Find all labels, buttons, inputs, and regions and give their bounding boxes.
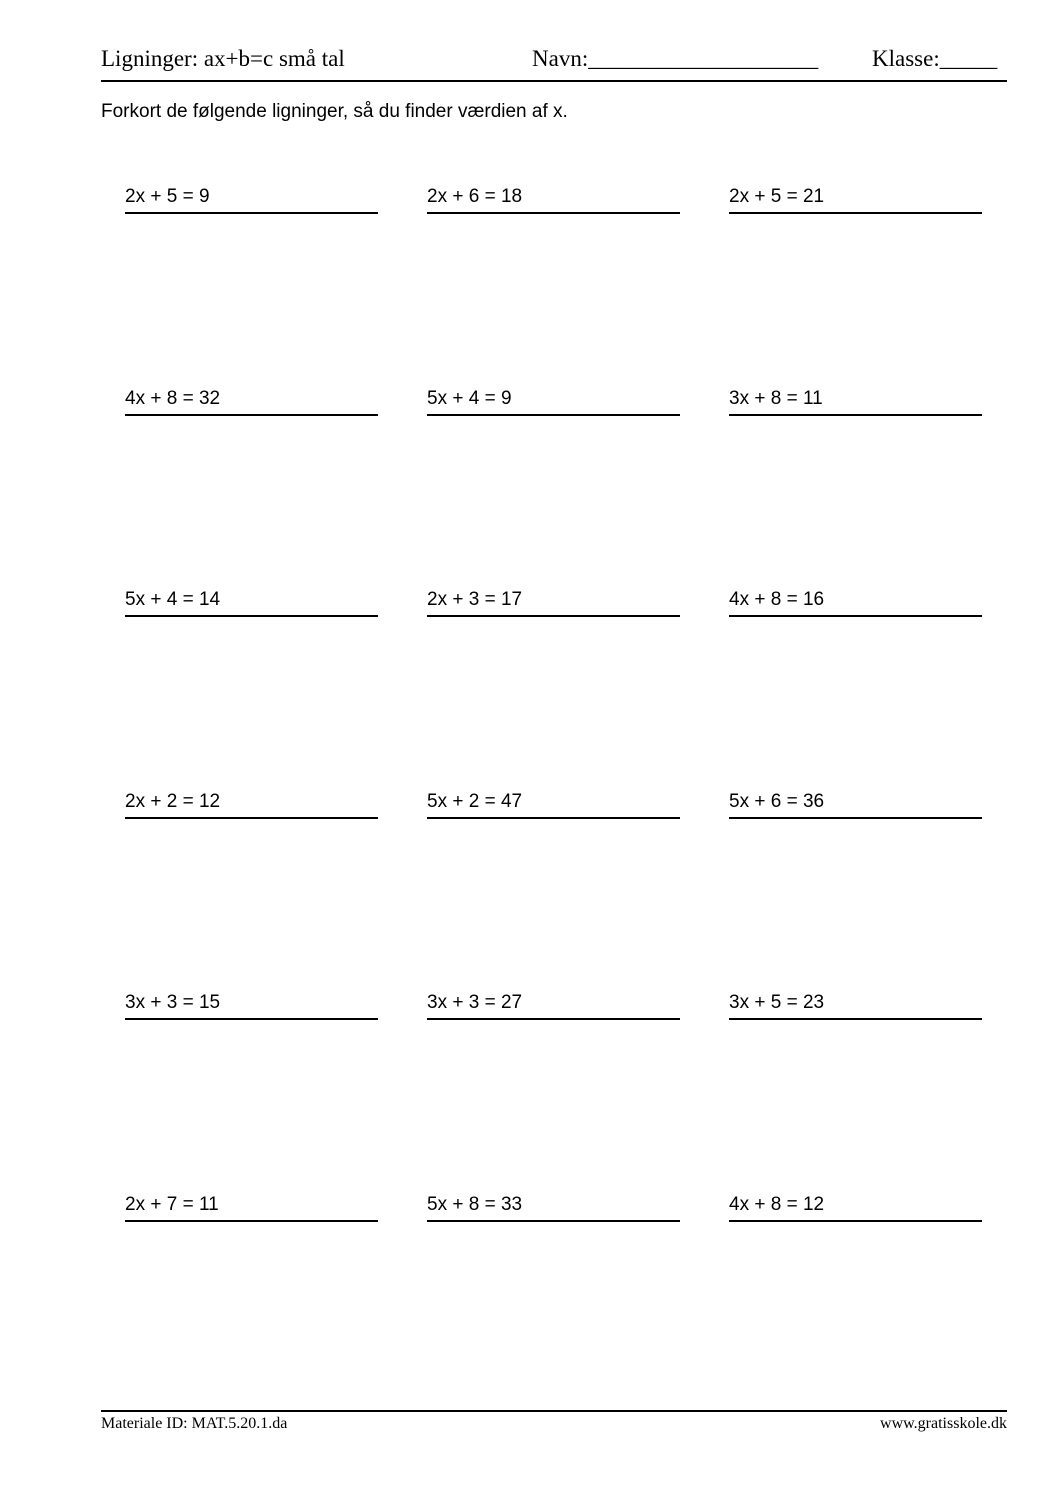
problem-6: 3x + 8 = 11: [729, 387, 982, 416]
problem-5: 5x + 4 = 9: [427, 387, 680, 416]
problem-14: 3x + 3 = 27: [427, 991, 680, 1020]
problem-4: 4x + 8 = 32: [125, 387, 378, 416]
worksheet-footer: [101, 1415, 1007, 1437]
material-id: Materiale ID: MAT.5.20.1.da: [101, 1415, 288, 1432]
problem-10: 2x + 2 = 12: [125, 790, 378, 819]
header-divider: [101, 80, 1007, 82]
problem-12: 5x + 6 = 36: [729, 790, 982, 819]
problem-7: 5x + 4 = 14: [125, 588, 378, 617]
problem-17: 5x + 8 = 33: [427, 1193, 680, 1222]
class-field: Klasse:_____: [872, 46, 998, 71]
worksheet-header: [101, 46, 1007, 78]
problem-3: 2x + 5 = 21: [729, 185, 982, 214]
problem-18: 4x + 8 = 12: [729, 1193, 982, 1222]
name-field: Navn:____________________: [532, 46, 819, 71]
problem-2: 2x + 6 = 18: [427, 185, 680, 214]
problem-16: 2x + 7 = 11: [125, 1193, 378, 1222]
problem-grid: [125, 185, 983, 1395]
problem-8: 2x + 3 = 17: [427, 588, 680, 617]
problem-1: 2x + 5 = 9: [125, 185, 378, 214]
footer-divider: [101, 1410, 1007, 1412]
worksheet-title: Ligninger: ax+b=c små tal: [101, 46, 345, 71]
instructions: Forkort de følgende ligninger, så du finder værdien af x.: [101, 101, 568, 122]
problem-15: 3x + 5 = 23: [729, 991, 982, 1020]
problem-11: 5x + 2 = 47: [427, 790, 680, 819]
problem-9: 4x + 8 = 16: [729, 588, 982, 617]
website-link[interactable]: www.gratisskole.dk: [880, 1415, 1007, 1432]
problem-13: 3x + 3 = 15: [125, 991, 378, 1020]
